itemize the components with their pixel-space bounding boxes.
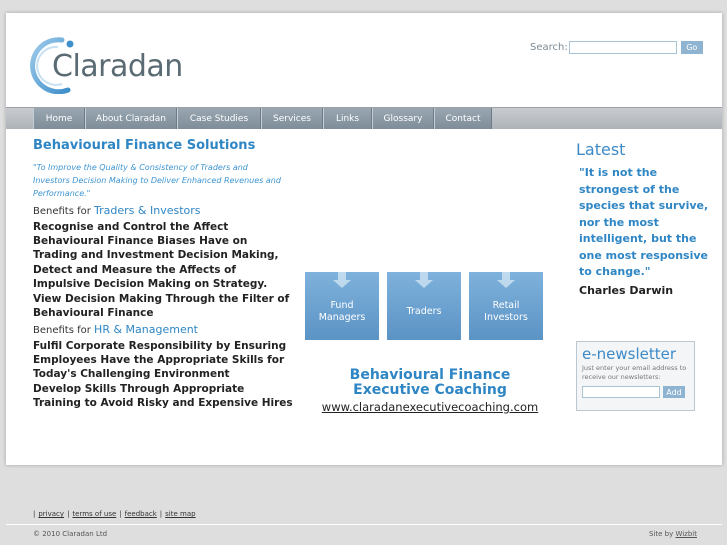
- nav-services[interactable]: Services: [261, 108, 323, 129]
- latest-author: Charles Darwin: [579, 283, 674, 297]
- nav-contact[interactable]: Contact: [434, 108, 492, 129]
- site-by: [649, 530, 697, 538]
- box-label: Retail: [492, 300, 520, 311]
- trader-point: View Decision Making Through the Filter of Behavioural Finance: [33, 293, 290, 319]
- latest-section: [576, 140, 711, 297]
- footer-divider: [6, 524, 722, 525]
- coaching-promo: [305, 368, 555, 414]
- trader-point: Detect and Measure the Affects of Impulsive Decision Making on Strategy.: [33, 264, 268, 290]
- traders-box[interactable]: [387, 272, 461, 340]
- footer-separator: |: [67, 510, 70, 518]
- nav-home[interactable]: Home: [33, 108, 85, 129]
- search-go-button[interactable]: Go: [681, 41, 703, 54]
- newsletter-email-input[interactable]: [582, 386, 660, 398]
- benefits-traders-heading: [33, 204, 293, 217]
- box-label: Managers: [318, 312, 366, 323]
- main-content: [33, 138, 293, 411]
- hr-point: Develop Skills Through Appropriate Training to Avoid Risky and Expensive Hires: [33, 383, 293, 409]
- nav-links[interactable]: Links: [323, 108, 372, 129]
- coaching-title: Behavioural Finance: [349, 367, 511, 383]
- nav-case-studies[interactable]: Case Studies: [177, 108, 261, 129]
- copyright: © 2010 Claradan Ltd: [33, 530, 108, 538]
- newsletter-add-button[interactable]: Add: [663, 386, 685, 398]
- nav-glossary[interactable]: Glossary: [372, 108, 434, 129]
- search-input[interactable]: [569, 41, 677, 54]
- latest-quote: "It is not the strongest of the species that survive, nor the most intelligent, but the one most responsive to change.": [579, 166, 709, 278]
- arrow-down-icon: [332, 272, 352, 288]
- footer-links: [33, 510, 196, 518]
- newsletter-description: Just enter your email address to receive our newsletters:: [582, 364, 687, 381]
- box-label: Investors: [484, 312, 528, 323]
- footer-link-feedback[interactable]: feedback: [124, 510, 157, 518]
- box-label: Fund: [330, 300, 354, 311]
- coaching-link[interactable]: www.claradanexecutivecoaching.com: [321, 400, 539, 414]
- site-by-prefix: Site by: [648, 530, 676, 538]
- box-label: Traders: [406, 306, 442, 317]
- hr-point: Fulfil Corporate Responsibility by Ensuring Employees Have the Appropriate Skills for Today's Challenging Environment: [33, 340, 287, 380]
- benefits-traders-highlight: Traders & Investors: [94, 204, 201, 217]
- site-by-link[interactable]: Wizbit: [675, 530, 697, 538]
- latest-title: Latest: [576, 140, 626, 159]
- brand-name: Claradan: [52, 49, 183, 84]
- arrow-down-icon: [496, 272, 516, 288]
- benefits-prefix: Benefits for: [33, 325, 95, 336]
- coaching-title: Executive Coaching: [353, 382, 507, 398]
- search-area: [530, 41, 703, 54]
- page-title: Behavioural Finance Solutions: [33, 138, 256, 153]
- benefits-prefix: Benefits for: [33, 206, 95, 217]
- benefits-hr-heading: [33, 323, 293, 336]
- footer-separator: |: [33, 510, 36, 518]
- retail-investors-box[interactable]: [469, 272, 543, 340]
- benefits-hr-highlight: HR & Management: [94, 323, 198, 336]
- fund-managers-box[interactable]: [305, 272, 379, 340]
- arrow-down-icon: [414, 272, 434, 288]
- newsletter-title: e-newsletter: [582, 345, 677, 363]
- audience-boxes: [305, 272, 543, 340]
- footer-separator: |: [159, 510, 163, 518]
- footer-separator: |: [119, 510, 122, 518]
- nav-about[interactable]: About Claradan: [85, 108, 177, 129]
- trader-point: Recognise and Control the Affect Behavioural Finance Biases Have on Trading and Investment Decision Making,: [33, 221, 279, 261]
- search-label: Search:: [530, 42, 568, 53]
- footer-link-privacy[interactable]: privacy: [38, 510, 65, 518]
- newsletter-box: [576, 341, 695, 411]
- mission-quote: "To Improve the Quality & Consistency of Traders and Investors Decision Making to Deliver Enhanced Revenues and Performance.": [33, 163, 281, 198]
- footer-link-terms[interactable]: terms of use: [72, 510, 117, 518]
- footer-link-sitemap[interactable]: site map: [165, 510, 196, 518]
- nav-bar: [6, 107, 722, 129]
